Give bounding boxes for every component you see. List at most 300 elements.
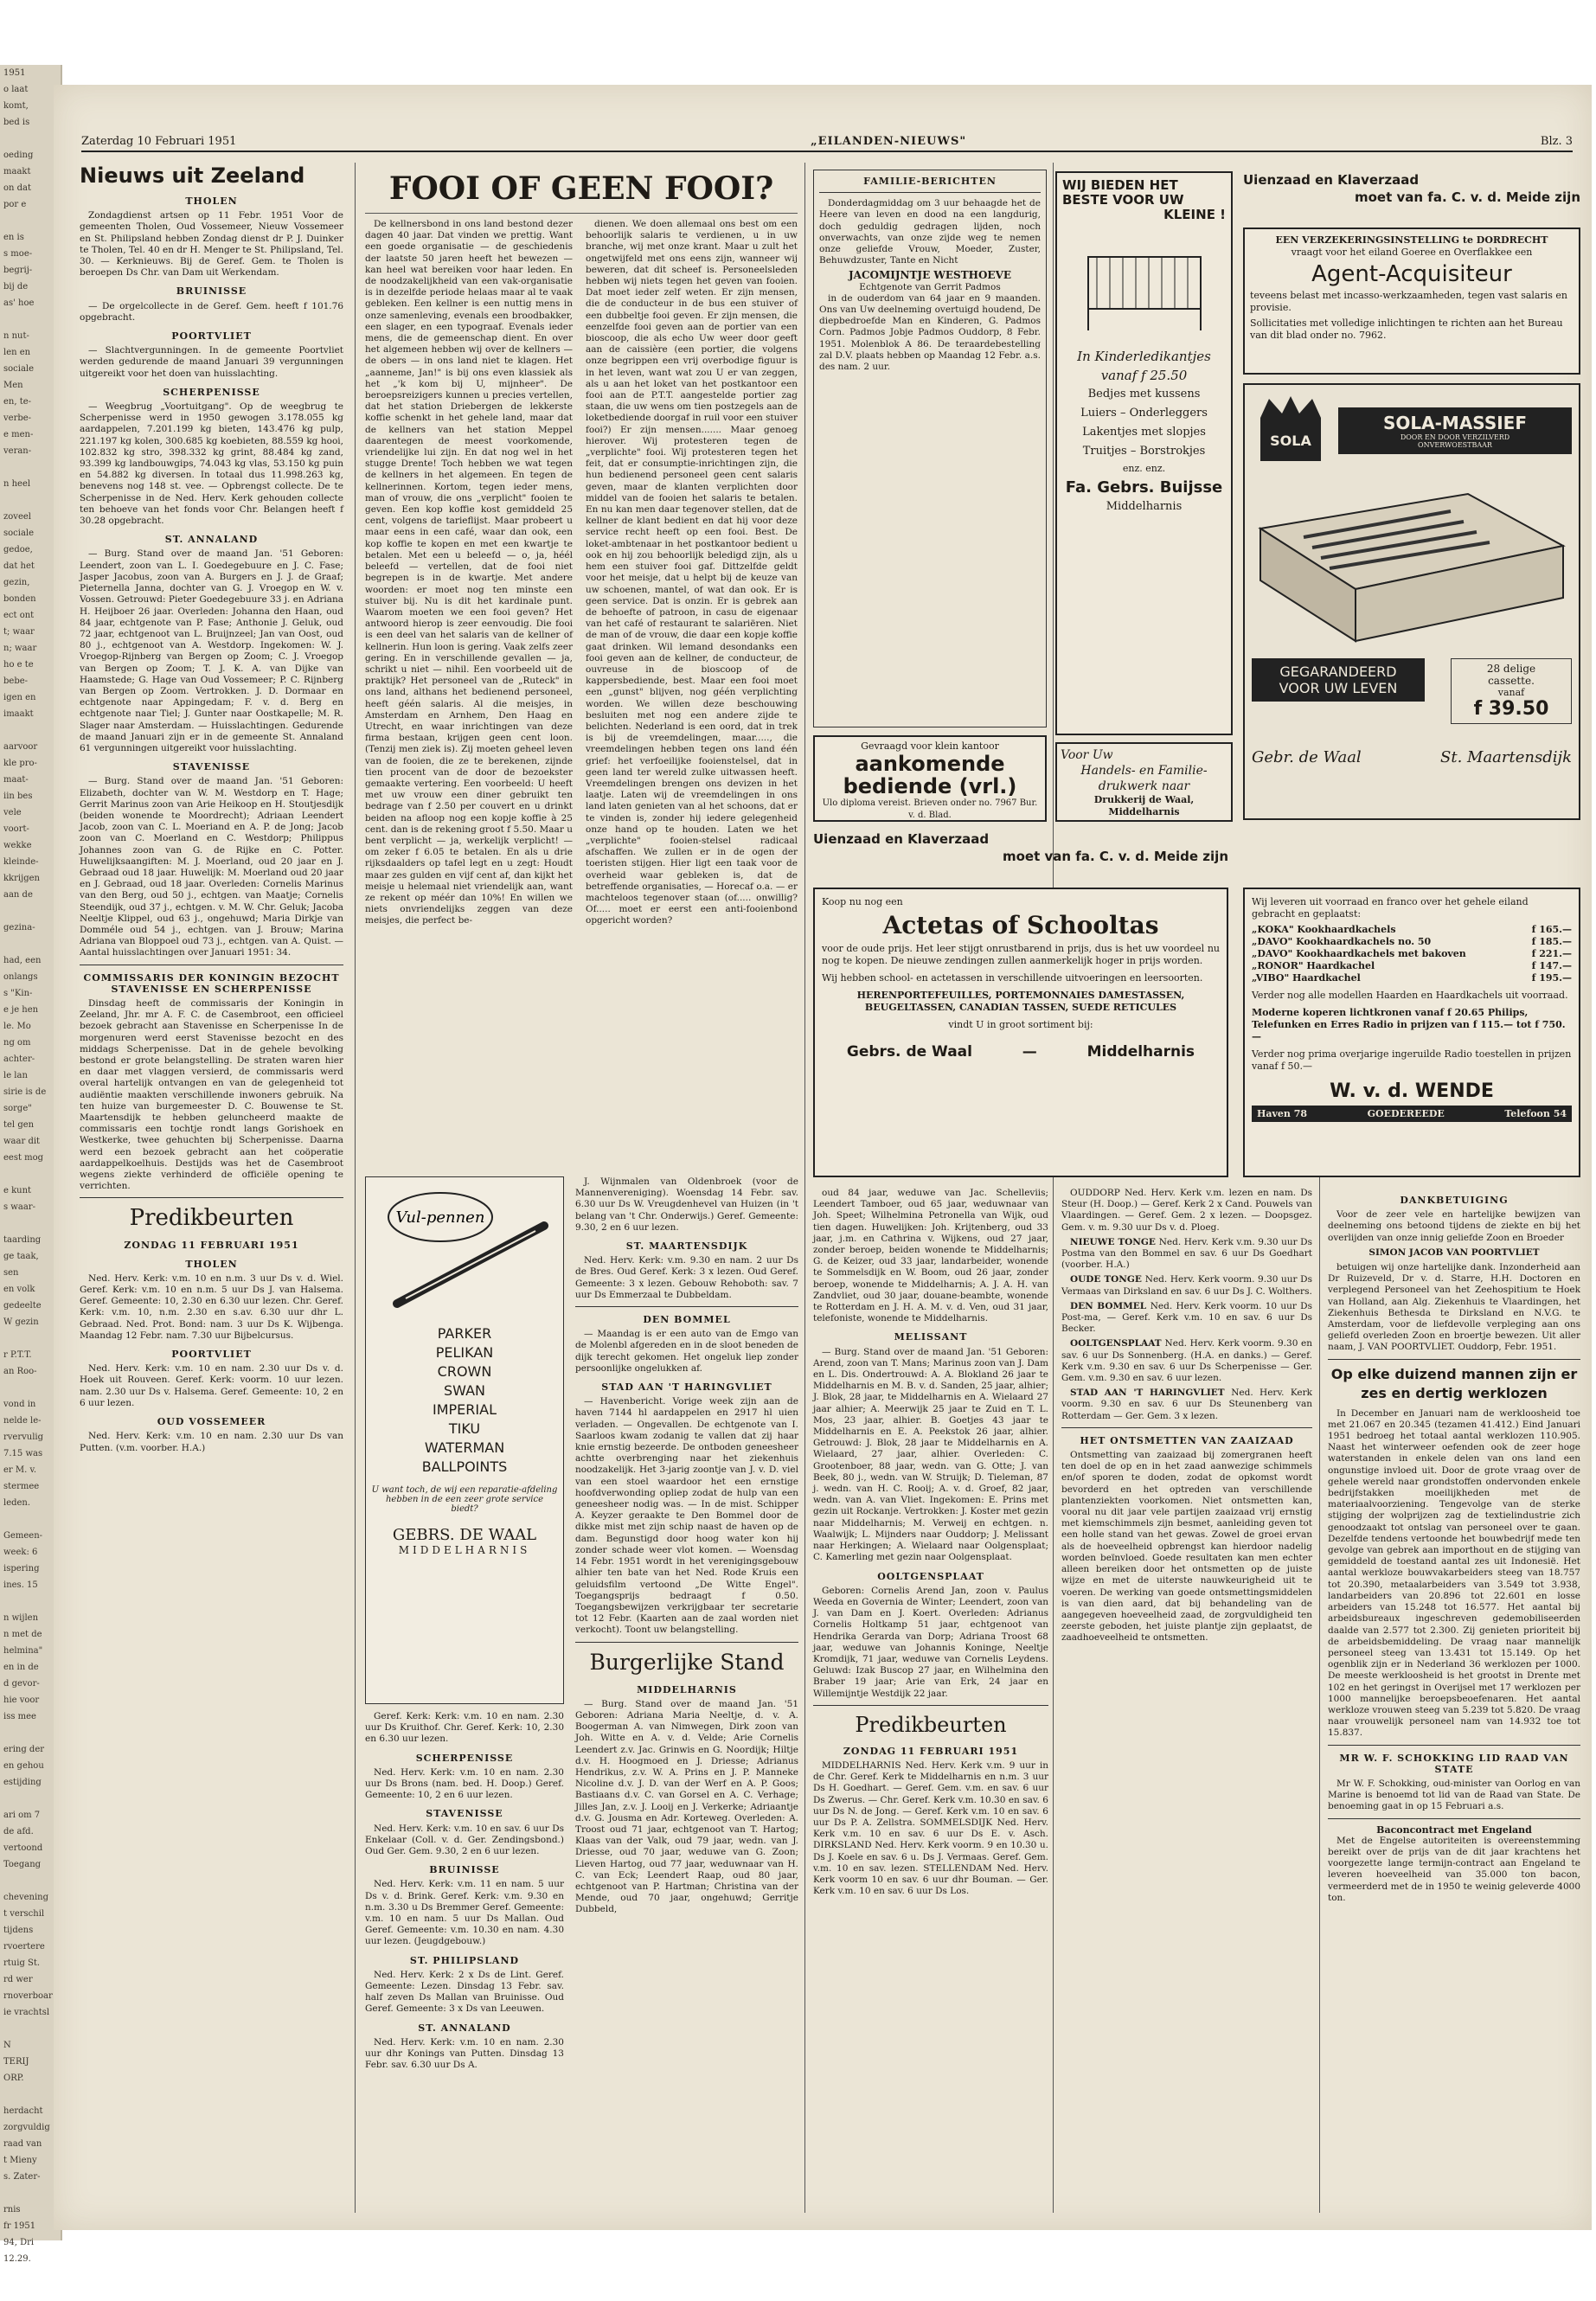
heading-zaaizaad: HET ONTSMETTEN VAN ZAAIZAAD bbox=[1080, 1434, 1294, 1446]
heading-stad-haringvliet: STAD AAN 'T HARINGVLIET bbox=[601, 1381, 772, 1394]
spine-line: onlangs bbox=[3, 972, 38, 982]
spine-text bbox=[0, 65, 61, 2267]
crib-illustration-icon bbox=[1062, 222, 1227, 343]
wende-item bbox=[1252, 972, 1572, 984]
spine-line: sen bbox=[3, 1268, 19, 1278]
spine-line: er M. v. bbox=[3, 1465, 37, 1475]
heading-bruinisse: BRUINISSE bbox=[176, 285, 247, 298]
wende-item-price: f 147.— bbox=[1531, 960, 1572, 971]
spine-line: zorgvuldig bbox=[3, 2123, 50, 2132]
spine-line: de afd. bbox=[3, 1827, 34, 1836]
wende-phone: Telefoon 54 bbox=[1504, 1108, 1567, 1119]
column-3-bottom bbox=[575, 1176, 798, 2214]
acq-l5: Sollicitaties met volledige inlichtingen te richten aan het Bureau van dit blad onder no. 7962. bbox=[1250, 317, 1563, 341]
wende-item bbox=[1252, 960, 1572, 972]
spine-line: gezina- bbox=[3, 923, 35, 933]
ad-wij-shop: Fa. Gebrs. Buijsse bbox=[1065, 478, 1223, 497]
pred-text: Ned. Herv. Kerk: v.m. 10 en nam. 2.30 uur Ds van Putten. (v.m. voorber. H.A.) bbox=[80, 1431, 343, 1453]
spine-line bbox=[0, 1593, 61, 1610]
spine-line bbox=[0, 1380, 61, 1396]
pen-brand: SWAN bbox=[443, 1382, 485, 1399]
church-text: Ned. Herv. Kerk voorm. 10 uur Ds Post-ma, — Geref. Kerk v.m. 10 en sav. 6 uur Ds Becker. bbox=[1061, 1300, 1312, 1335]
fooi-text-2: dienen. We doen allemaal ons best om een behoorlijk salaris te verdienen, u in uw branche, wij met onze krant. Maar u zult het ongetwijfeld met ons eens zijn, wanneer wij beweren, dat dit scheef is. Personeelsleden hebben wij niets tegen het geven van fooien. Dat moet ieder zelf weten. Er zijn mensen, die de conducteur in de bus een stuiver of een dubbeltje fooi geven. Er zijn mensen, die eenzelfde fooi geven aan de portier van een bioscoop, die als echo Uw weer door geeft aan de caissière (een portier, die volgens onze begrippen een vrij overbodige figuur is in het leven, want wat zou U er van zeggen, als u aan het loket van het postkantoor een fooi aan de P.T.T. aangestelde portier zag staan, die uw wens om tien postzegels aan de loketbediende doorgaf in ruil voor een stuiver fooi?) Er zijn mensen....... Maar genoeg hierover. Wij protesteren tegen de „verplichte" fooi. Wij protesteren tegen het feit, dat er consumptie-inrichtingen zijn, die hun bedienend personeel geen cent salaris geven, maar de klanten verplichten door middel van de fooien het salaris te betalen. En nu kan men daar tegenover stellen, dat de kellner de klant bedient en dat hij voor deze service recht heeft op een fooi. Best. De loket-ambtenaar in het postkantoor bedient u ook en hij zou behoorlijk beledigd zijn, als u hem een stuiver fooi gaf. Dittzelfde geldt voor het meisje, dat u helpt bij de keuze van uw schoenen, mantel, of wat dan ook. Er is geen service. Dat is onzin. Er is gebrek aan de behoefte of patroon, in casu de eigenaar van het café of restaurant te salariëren. Niet de man of de vrouw, die daar een kopje koffie gaat drinken. Wil lemand desondanks een fooi geven aan de kellner, de conducteur, de ouvreuse in de bioscoop of de kappersbediende, best. Maar een fooi moet een „gunst" blijven, nog géén verplichting worden. We willen deze beschouwing besluiten met nog een andere zijde te belichten. Nederland is een oord, dat in trek is bij de vreemdelingen, maar....., die vreemdelingen hebben tegen ons land één grief: het verfoeilijke fooienstelsel, dat in geen land ter wereld zulke uitwassen heeft. Vreemdelingen brengen ons devizen in het laatje. Laten wij de vreemdelingen in ons land laten genieten van al het schoons, dat er te vinden is, zonder hij iedere gelegenheid onze hand op te houden. Laten we het „verplichte" fooien-stelsel radicaal afschaffen. We zullen er in de ogen der toeristen stijgen. Hier ligt een taak voor de overheid waar gebleken is, dat de betreffende organisaties, — Horecaf o.a. — er machteloos tegenover staan (of..... onwillig? Of..... moet er eerst een anti-fooienbond opgericht worden? bbox=[586, 219, 798, 926]
article-poortvliet: — Slachtvergunningen. In de gemeente Poortvliet werden gedurende de maand Januari 39 vergunningen uitgereikt voor het doen van huisslachting. bbox=[80, 345, 343, 379]
svg-text:Vul-pennen: Vul-pennen bbox=[395, 1208, 485, 1227]
ad-drukwerk-l2: Handels- en Familie- bbox=[1080, 764, 1208, 778]
spine-line: N bbox=[3, 2041, 11, 2050]
fountain-pen-icon bbox=[371, 1183, 558, 1312]
ad-uienzaad-mid bbox=[813, 830, 1228, 882]
article-middelharnis-burg: — Burg. Stand over de maand Jan. '51 Geboren: Adriana Maria Neeltje, d. v. A. Boogerman A. van Nimwegen, Dirk zoon van Joh. Witte en A. v. d. Velde; Arie Cornelis Leendert z.v. Jac. Grinwis en G. Noordijk; Hiltje d.v. H. Hoogmoed en J. Driesse; Adrianus Hendrikus, z.v. W. A. Prins en J. P. Manneke Nicoline d.v. J. D. van der Werf en A. P. Goos; Bastiaans d.v. C. van Gorsel en A. C. Verhage; Jilles Jan, z.v. J. Looij en J. Verkerke; Adriaantje d.v. G. Jousma en Adr. Korteweg. Overleden: A. Troost oud 71 jaar, echtgenoot van T. Hartog; Klaas van der Valk, oud 79 jaar, wedn. van J. Driesse, oud 70 jaar, weduwe van G. Zoon; Lieven Hartog, oud 77 jaar, weduwnaar van H. C. van Eck; Leendert Raap, oud 80 jaar, echtgenoot van P. Hartman; Christina van der Mende, oud 70 jaar, ongehuwd; Gerritje Dubbeld, bbox=[575, 1698, 798, 1915]
spine-line bbox=[0, 903, 61, 920]
spine-line: ge taak, bbox=[3, 1252, 39, 1261]
spine-line: voort- bbox=[3, 824, 29, 834]
uienzaad2-l2: moet van fa. C. v. d. Meide zijn bbox=[1003, 849, 1228, 864]
headline-fooi: FOOI OF GEEN FOOI? bbox=[388, 170, 774, 207]
wende-item-price: f 195.— bbox=[1531, 972, 1572, 984]
spine-line: t verschil bbox=[3, 1909, 45, 1919]
wende-price-list bbox=[1252, 924, 1572, 984]
article-st-annaland: — Burg. Stand over de maand Jan. '51 Geboren: Leendert, zoon van L. I. Goedegebuure en J. C. Fase; Jasper Jacobus, zoon van A. Burgers en J. J. de Graaf; Pieternella Janna, dochter van G. J. Vroegop en W. v. Vossen. Getrouwd: Pieter Goedegebuure 33 j. en Adriana H. Heijboer 26 jaar. Overleden: Johanna den Haan, oud 84 jaar, echtgenote van P. Fase; Anthonie J. Geluk, oud 72 jaar, echtgenoot van L. Bruijnzeel; Jan van Oost, oud 80 j., echtgenoot van A. Westdorp. Ingekomen: W. J. Vroegop-Rijnberg van Bergen op Zoom; C. J. Vroegop van Bergen op Zoom; T. J. K. A. van Dijke van Haamstede; G. Hage van Oud Vossemeer; P. C. Rijnberg van Bergen op Zoom. Vertrokken. J. D. Dormaar en echtgenote naar Appingedam; F. v. d. Berg en echtgenote naar Tiel; J. Gunter naar Oostkapelle; M. R. Slager naar Amsterdam. — Huisslachtingen. Gedurende de maand Januari zijn er in de gemeente St. Annaland 61 vergunningen uitgereikt voor huisslachting. bbox=[80, 548, 343, 753]
column-6-bottom bbox=[1328, 1188, 1580, 2217]
dank-text-2: betuigen wij onze hartelijke dank. Inzonderheid aan Dr Ruizeveld, Dr v. d. Starre, H.H. Doctoren en verplegend Personeel van het Zeehospitium te Hoek van Holland, aan Alg. Ziekenhuis te Vlaardingen, het Ziekenhuis Bethesda te Dirksland en N.V.G. te Amsterdam, voor de liefdevolle verpleging aan ons geliefd overleden Zoon en broertje bewezen. Uit aller naam, J. VAN POORTVLIET. Ouddorp, Febr. 1951. bbox=[1328, 1262, 1580, 1353]
spine-line: oeding bbox=[3, 151, 34, 160]
ad-vulpennen bbox=[365, 1176, 564, 1704]
ad-drukwerk-l1: Voor Uw bbox=[1061, 748, 1113, 762]
spine-line: ari om 7 bbox=[3, 1811, 41, 1820]
spine-line: TERIJ bbox=[3, 2057, 29, 2067]
church-service bbox=[1061, 1388, 1312, 1422]
spine-line bbox=[0, 1166, 61, 1183]
spine-line: igen en bbox=[3, 693, 36, 702]
divider bbox=[819, 192, 1041, 193]
wende-item-price: f 185.— bbox=[1531, 936, 1572, 947]
spine-line bbox=[0, 1330, 61, 1347]
spine-line: achter- bbox=[3, 1054, 35, 1064]
sola-guarantee-2: VOOR UW LEVEN bbox=[1279, 680, 1398, 696]
heading-stavenisse: STAVENISSE bbox=[172, 761, 251, 773]
ad-wij-l10: enz. enz. bbox=[1122, 463, 1166, 474]
spine-line bbox=[0, 2086, 61, 2103]
spine-line: rvervulig bbox=[3, 1433, 44, 1442]
actetas-l4: Wij hebben school- en actetassen in verschillende uitvoeringen en leersoorten. bbox=[822, 972, 1203, 984]
spine-line: 94, Dri bbox=[3, 2238, 35, 2247]
heading-werklozen: Op elke duizend mannen zijn er zes en dertig werklozen bbox=[1330, 1365, 1578, 1401]
pred-bruinisse: Ned. Herv. Kerk: v.m. 11 en nam. 5 uur Ds v. d. Brink. Geref. Kerk: v.m. 9.30 en n.m. 3.30 u Ds Bremmer Geref. Gemeente: v.m. 10 en nam. 5 uur Ds Mallan. Oud Geref. Gemeente: v.m. 10.30 en nam. 4.30 uur lezen. (Jeugdgebouw.) bbox=[365, 1879, 564, 1947]
wende-item-name: „DAVO" Kookhaardkachels no. 50 bbox=[1252, 936, 1432, 947]
church-service bbox=[1061, 1237, 1312, 1272]
header-page-number: Blz. 3 bbox=[1540, 135, 1573, 148]
spine-line bbox=[0, 2185, 61, 2202]
familie-berichten bbox=[813, 170, 1047, 727]
actetas-title: Actetas of Schooltas bbox=[882, 911, 1159, 939]
article-tholen: Zondagdienst artsen op 11 Febr. 1951 Voor de gemeenten Tholen, Oud Vossemeer, Nieuw Vossemeer en St. Philipsland hebben Zondag dienst dr P. J. Duinker te Tholen, Tel. 40 en dr H. Menger te St. Philipsland, Tel. 30. — Kerknieuws. Bij de Geref. Gem. te Tholen is beroepen Ds Chr. van Dam uit Werkendam. bbox=[80, 210, 343, 279]
article-fooi-part2 bbox=[586, 219, 798, 1166]
wende-item bbox=[1252, 924, 1572, 936]
spine-line: ie vrachtsl bbox=[3, 2008, 50, 2017]
spine-line: iin bes bbox=[3, 792, 33, 801]
ad-uienzaad-top bbox=[1243, 171, 1580, 223]
wende-item-name: „KOKA" Kookhaardkachels bbox=[1252, 924, 1396, 935]
sola-shop: Gebr. de Waal bbox=[1252, 748, 1362, 766]
church-service bbox=[1061, 1301, 1312, 1336]
spine-line: estijding bbox=[3, 1778, 42, 1787]
heading-dankbetuiging: DANKBETUIGING bbox=[1400, 1195, 1509, 1206]
uienzaad-l2: moet van fa. C. v. d. Meide zijn bbox=[1355, 189, 1580, 205]
col5-ouddorp: OUDDORP Ned. Herv. Kerk v.m. lezen en nam. Ds Steur (H. Doop.) — Geref. Kerk 2 x Cand. Pouwels van Vlaardingen. — Geref. Gem. 2 x lezen. — Doopsgez. Gem. v. m. 9.30 uur Ds v. d. Ploeg. bbox=[1061, 1188, 1312, 1233]
familie-name: JACOMIJNTJE WESTHOEVE bbox=[848, 269, 1012, 282]
spine-line bbox=[0, 492, 61, 509]
spine-line: herdacht bbox=[3, 2106, 43, 2116]
familie-text-2: in de ouderdom van 64 jaar en 9 maanden. Ons van Uw deelneming overtuigd houdend, De diepbedroefde Man en Kinderen, G. Padmos Corn. Padmos Jobje Padmos Ouddorp, 8 Febr. 1951. Molenblok A 86. De teraardebestelling zal D.V. plaats hebben op Maandag 12 Febr. a.s. des nam. 2 uur. bbox=[819, 292, 1041, 373]
ad-gevraagd bbox=[813, 735, 1047, 822]
predikbeurten-date-2: ZONDAG 11 FEBRUARI 1951 bbox=[843, 1745, 1019, 1757]
spine-line: rnoverboar bbox=[3, 1991, 53, 2001]
spine-line: rnis bbox=[3, 2205, 21, 2214]
spine-line: sorge" bbox=[3, 1104, 32, 1113]
col4-text: oud 84 jaar, weduwe van Jac. Schelleviis; Leendert Tamboer, oud 65 jaar, weduwnaar van Joh. Speet; Wilhelmina Petronella van Wijk, oud tien dagen. Huwelijken: Joh. Krijtenberg, oud 33 jaar, j.m. en Cathrina v. Wijkens, oud 27 jaar, zonder beroep, beiden wonende te Middelharnis; G. de Keizer, oud 33 jaar, landarbeider, wonende te Sommelsdijk en W. Boom, oud 26 jaar, zonder beroep, wonende te Middelharnis; A. J. A. H. van Zandvliet, oud 30 jaar, douane-beambte, wonende te Rotterdam en J. H. A. M. v. d. Ven, oud 31 jaar, telefoniste, wonende te Middelharnis. bbox=[813, 1188, 1048, 1324]
spine-line: n wijlen bbox=[3, 1613, 39, 1623]
wende-item-price: f 165.— bbox=[1531, 924, 1572, 935]
pred-bruinisse-heading: BRUINISSE bbox=[429, 1864, 500, 1876]
actetas-shop: Gebrs. de Waal bbox=[846, 1043, 972, 1061]
actetas-l1: Koop nu nog een bbox=[822, 896, 903, 907]
spine-line bbox=[0, 459, 61, 476]
column-4-bottom bbox=[813, 1188, 1048, 2217]
wende-radio: Moderne koperen lichtkronen vanaf f 20.65 Philips, Telefunken en Erres Radio in prijzen van f 115.— tot f 750.— bbox=[1252, 1007, 1566, 1042]
spine-line: en volk bbox=[3, 1285, 35, 1294]
article-commissaris: Dinsdag heeft de commissaris der Koningin in Zeeland, Jhr. mr A. F. C. de Casembroot, een officieel bezoek gebracht aan Stavenisse en Scherpenisse In de morgenuren werd eerst Stavenisse bezocht en des middags Scherpenisse. Dat in de gehele bevolking bestond er grote belangstelling. De straten waren hier en daar met vlaggen versierd, de commissaris werd overal hartelijk ontvangen en van de gelegenheid tot audiëntie maakten verschillende inwoners gebruik. Na ten huize van burgemeester D. C. Bouwense te St. Maartensdijk te hebben geluncheerd maakte de commissaris een tochtje rondt langs Gorishoek en Westkerke, twee gehuchten bij Scherpenisse. Daarna werd een bezoek gebracht aan het coöperatie aardappelkoelhuis. Destijds was het de Casembroot wegens ziekte verhinderd de officiële opening te verrichten. bbox=[80, 998, 343, 1192]
spine-line: e kunt bbox=[3, 1186, 32, 1195]
pred-scherpenisse-heading: SCHERPENISSE bbox=[415, 1752, 514, 1764]
spine-line: eest mog bbox=[3, 1153, 44, 1163]
article-den-bommel: — Maandag is er een auto van de Emgo van de Molenbl afgereden en in de sloot beneden de dijk terecht gekomen. Het ongeluk liep zonder persoonlijke ongelukken af. bbox=[575, 1329, 798, 1374]
pred-st-maartensdijk: Ned. Herv. Kerk: v.m. 9.30 en nam. 2 uur Ds de Bres. Oud Geref. Kerk: 3 x lezen. Oud Geref. Gemeente: 3 x lezen. Gebouw Rehoboth: sav. 7 uur Ds Emmerzaal te Dubbeldam. bbox=[575, 1255, 798, 1300]
church-place: DEN BOMMEL bbox=[1070, 1300, 1151, 1311]
spine-line: wekke bbox=[3, 841, 32, 850]
spine-line bbox=[0, 1873, 61, 1889]
church-text: Ned. Herv. Kerk voorm. 9.30 en sav. 6 uur Ds Steunenberg van Rotterdam — Ger. Gem. 3 x lezen. bbox=[1061, 1388, 1312, 1421]
spine-line: kleinde- bbox=[3, 857, 39, 867]
predikbeurten-flakkee: MIDDELHARNIS Ned. Herv. Kerk v.m. 9 uur in de Chr. Geref. Kerk te Middelharnis en n.m. 3 uur Ds H. Goedhart. — Geref. Gem. v.m. en sav. 6 uur Ds Zwerus. — Chr. Geref. Kerk v.m. 10.30 en sav. 6 uur Ds N. de Jong. — Geref. Kerk v.m. 10 en sav. 6 uur Ds P. A. Zellstra. SOMMELSDIJK Ned. Herv. Kerk v.m. 10 en sav. 6 uur Ds E. v. Asch. DIRKSLAND Ned. Herv. Kerk voorm. 9 en 10.30 u. Ds J. Koele en sav. 6 u. Ds J. Vermaas. Geref. Gem. v.m. 10 en sav. lezen. STELLENDAM Ned. Herv. Kerk voorm 10 en sav. 6 uur dhr Bouman. — Ger. Kerk v.m. 10 en sav. 6 uur Ds Los. bbox=[813, 1759, 1048, 1897]
divider bbox=[1061, 1427, 1312, 1428]
sola-sub: DOOR EN DOOR VERZILVERD bbox=[1400, 433, 1510, 441]
heading-st-annaland: ST. ANNALAND bbox=[164, 534, 259, 546]
pen-shop: GEBRS. DE WAAL bbox=[392, 1526, 537, 1544]
dank-text: Voor de zeer vele en hartelijke bewijzen van deelneming ons betoond tijdens de ziekte en bij het overlijden van onze innig geliefde Zoon en Broeder bbox=[1328, 1209, 1580, 1243]
predikbeurten-list bbox=[80, 1259, 343, 1454]
sola-sub2: ONVERWOESTBAAR bbox=[1418, 441, 1492, 449]
spine-line: as' hoe bbox=[3, 298, 35, 308]
spine-line: en, te- bbox=[3, 397, 32, 407]
pen-brand: WATERMAN bbox=[424, 1439, 505, 1456]
pen-brand: PELIKAN bbox=[435, 1344, 494, 1361]
column-rule bbox=[355, 163, 356, 2213]
spine-line: sociale bbox=[3, 364, 35, 374]
heading-bacon: Baconcontract met Engeland bbox=[1376, 1823, 1532, 1836]
sola-town: St. Maartensdijk bbox=[1440, 748, 1572, 766]
article-stavenisse: — Burg. Stand over de maand Jan. '51 Geboren: Elizabeth, dochter van W. M. Westdorp en T. Hage; Gerrit Marinus zoon van Arie Heikoop en H. Stoutjesdijk (beiden wonende te Moordrecht); Adriaan Leendert Jacob, zoon van C. L. Moeriand en A. P. de Jong; Jacob zoon van C. Moerland en C. Westdorp; Philippus Johannes zoon van G. de Rijke en C. Potter. Huwelijksaangiften: M. J. Moerland, oud 20 jaar en J. Gebraad oud 18 jaar. Huwelijk: M. Moerland oud 20 jaar en J. Gebraad, oud 18 jaar. Overleden: Cornelis Marinus van den Berg, oud 50 j., echtgen. van Maatje; Cornelis Steendijk, oud 37 j., echtgen. v. M. W. Chr. Geluk; Jacoba Neeltje Klippel, oud 63 j., ongehuwd; Maria Dirkje van Domméle oud 54 j., echtgen. van J. Brouw; Marina Adriana van Bloppoel oud 73 j., echtgen. van A. Quist. — Aantal huisslachtingen over Januari 1951: 34. bbox=[80, 776, 343, 958]
spine-line: o laat bbox=[3, 85, 29, 94]
sola-vanaf: vanaf bbox=[1497, 687, 1525, 698]
column-nieuws-uit-zeeland bbox=[80, 163, 343, 2217]
pred-philipsland-heading: ST. PHILIPSLAND bbox=[409, 1954, 520, 1966]
uienzaad2-l1: Uienzaad en Klaverzaad bbox=[813, 831, 990, 847]
ad-drukwerk-l3: drukwerk naar bbox=[1098, 779, 1190, 793]
pred-annaland-heading: ST. ANNALAND bbox=[418, 2022, 511, 2034]
actetas-town: Middelharnis bbox=[1086, 1043, 1195, 1061]
article-raad-van-state: Mr W. F. Schokking, oud-minister van Oorlog en van Marine is benoemd tot lid van de Raad van State. De benoeming gaat in op 15 Februari a.s. bbox=[1328, 1778, 1580, 1812]
church-text: Ned. Herv. Kerk voorm. 9.30 uur Ds Vermaas van Dirksland en sav. 6 uur Ds J. C. Wolthers. bbox=[1061, 1274, 1312, 1297]
spine-line: aarvoor bbox=[3, 742, 38, 752]
pen-brand: IMPERIAL bbox=[433, 1401, 497, 1418]
spine-line: bij de bbox=[3, 282, 29, 292]
heading-scherpenisse: SCHERPENISSE bbox=[163, 386, 260, 398]
spine-line: leden. bbox=[3, 1498, 31, 1508]
acq-l4: teveens belast met incasso-werkzaamheden, tegen vast salaris en provisie. bbox=[1250, 290, 1567, 313]
article-melissant: — Burg. Stand over de maand Jan. '51 Geboren: Arend, zoon van T. Mans; Marinus zoon van J. Dam en L. Dis. Ondertrouwd: A. A. Blokland 26 jaar te Middelharnis en M. B. v. d. Sanden, 25 jaar, alhier; J. Blok, 28 jaar, te Middelharnis en A. Wielaard 27 jaar alhier; A. Meerwijk 25 jaar te Zuid en T. L. Mos, 23 jaar, alhier. B. Goetjes 43 jaar te Middelharnis en E. A. Peekstok 26 jaar, alhier. Getrouwd: J. Blok, 28 jaar te Middelharnis en A. Wielaard, 27 jaar, alhier. Overleden: C. Grootenboer, 88 jaar, wedn. van G. Otte; J. van Beek, 80 j., wedn. van W. Struijk; D. Tieleman, 87 j. wedn. van H. C. Rooij; A. v. d. Groef, 82 jaar, wedn. van A. van Vliet. Ingekomen: E. Prins met gezin uit Rockanje. Vertrokken: J. Koster met gezin naar Middelharnis; M. Verweij en echtgen. n. Waalwijk; L. Mijnders naar Ouddorp; J. Melissant naar Herkingen; A. Wielaard naar Oolgensplaat; C. Kamerling met gezin naar Oolgensplaat. bbox=[813, 1346, 1048, 1563]
spine-line: tijdens bbox=[3, 1926, 34, 1935]
spine-line: n; waar bbox=[3, 644, 37, 653]
spine-line: Men bbox=[3, 381, 23, 390]
spine-line: gezin, bbox=[3, 578, 30, 587]
spine-line: hie voor bbox=[3, 1695, 40, 1705]
divider bbox=[1328, 1745, 1580, 1746]
spine-line: had, een bbox=[3, 956, 42, 965]
divider bbox=[1328, 1818, 1580, 1819]
heading-den-bommel: DEN BOMMEL bbox=[643, 1314, 731, 1326]
spine-line: e je hen bbox=[3, 1005, 39, 1015]
church-place: OOLTGENSPLAAT bbox=[1070, 1338, 1165, 1349]
spine-line bbox=[0, 1511, 61, 1528]
heading-ooltgensplaat: OOLTGENSPLAAT bbox=[877, 1570, 984, 1582]
page-header bbox=[81, 130, 1573, 152]
spine-line bbox=[0, 131, 61, 147]
header-masthead: „EILANDEN-NIEUWS" bbox=[811, 135, 967, 148]
ad-wij-town: Middelharnis bbox=[1106, 500, 1183, 513]
sola-guarantee-1: GEGARANDEERD bbox=[1279, 663, 1397, 680]
pen-brand: PARKER bbox=[437, 1325, 492, 1342]
spine-line: Gemeen- bbox=[3, 1531, 43, 1541]
spine-line: n heel bbox=[3, 479, 31, 489]
spine-line: an Roo- bbox=[3, 1367, 37, 1376]
article-bacon: Met de Engelse autoriteiten is overeenstemming bereikt over de prijs van de dit jaar krachtens het voorgezette lange termijn-contract aan Engeland te leveren hoeveelheid van 35.000 ton bacon, vermeerderd met de in 1950 te weinig geleverde 4000 ton. bbox=[1328, 1835, 1580, 1903]
spine-line bbox=[0, 936, 61, 952]
heading-melissant: MELISSANT bbox=[894, 1331, 968, 1343]
spine-line: begrij- bbox=[3, 266, 33, 275]
spine-line: e men- bbox=[3, 430, 34, 439]
spine-line bbox=[0, 722, 61, 739]
spine-line: ng om bbox=[3, 1038, 31, 1048]
spine-line bbox=[0, 1725, 61, 1741]
ad-wij-l8: Lakentjes met slopjes bbox=[1082, 426, 1206, 439]
spine-line: waar dit bbox=[3, 1137, 41, 1146]
ad-wij-l4: In Kinderledikantjes bbox=[1077, 349, 1211, 364]
spine-line: kkrijgen bbox=[3, 874, 40, 883]
spine-line: en in de bbox=[3, 1663, 39, 1672]
spine-line: komt, bbox=[3, 101, 29, 111]
ad-drukwerk bbox=[1055, 742, 1233, 822]
spine-line: en gehou bbox=[3, 1761, 44, 1771]
ad-wij-l3: KLEINE ! bbox=[1163, 207, 1226, 222]
spine-line: len en bbox=[3, 348, 31, 357]
spine-line: rvoertere bbox=[3, 1942, 45, 1952]
spine-line: veran- bbox=[3, 446, 32, 456]
spine-line: raad van bbox=[3, 2139, 42, 2149]
divider bbox=[575, 1306, 798, 1307]
spine-line: ines. 15 bbox=[3, 1580, 38, 1590]
heading-st-maartensdijk: ST. MAARTENSDIJK bbox=[625, 1240, 748, 1253]
spine-line: le lan bbox=[3, 1071, 28, 1080]
spine-line: verbe- bbox=[3, 413, 32, 423]
spine-line: s. Zater- bbox=[3, 2172, 41, 2182]
pen-note: U want toch, de wij een reparatie-afdeling hebben in de een zeer grote service biedt? bbox=[371, 1485, 558, 1514]
spine-line: t Mieny bbox=[3, 2156, 37, 2165]
spine-line: on dat bbox=[3, 183, 32, 193]
wende-radio-2: Verder nog prima overjarige ingeruilde Radio toestellen in prijzen vanaf f 50.— bbox=[1252, 1048, 1572, 1072]
spine-line: imaakt bbox=[3, 709, 34, 719]
ad-wij-l5: vanaf f 25.50 bbox=[1100, 368, 1188, 383]
spine-line: por e bbox=[3, 200, 27, 209]
ad-acquisiteur bbox=[1243, 228, 1580, 375]
ad-wij-l1: WIJ BIEDEN HET bbox=[1062, 177, 1178, 193]
spine-line bbox=[0, 311, 61, 328]
ad-wij-l6: Bedjes met kussens bbox=[1087, 388, 1201, 401]
spine-line: ORP. bbox=[3, 2073, 24, 2083]
church-service bbox=[1061, 1274, 1312, 1297]
pred-place: POORTVLIET bbox=[171, 1349, 252, 1361]
spine-line: vele bbox=[3, 808, 22, 817]
section-title: Nieuws uit Zeeland bbox=[80, 163, 305, 188]
actetas-l6: vindt U in groot sortiment bij: bbox=[948, 1019, 1093, 1030]
ad-wij-l7: Luiers – Onderleggers bbox=[1080, 407, 1208, 420]
header-date: Zaterdag 10 Februari 1951 bbox=[81, 135, 237, 148]
ad-wende bbox=[1243, 888, 1580, 1177]
spine-line: sirie is de bbox=[3, 1087, 47, 1097]
article-stad-haringvliet: — Havenbericht. Vorige week zijn aan de haven 7144 hl aardappelen en 2917 hl uien verladen. — Ongevallen. De echtgenote van I. Saarloos kwam zodanig te vallen dat zij haar knie ernstig bezeerde. De ontboden geneesheer achtte overbrenging naar het ziekenhuis noodzakelijk. Het 3-jarig zoontje van J. v. D. viel van een stoel waardoor het een ernstige hoofdverwonding opliep zodat de hulp van een geneesheer nodig was. — In de mist. Schipper A. Keyzer geraakte te Den Bommel door de dikke mist met zijn schip naast de haven op de dam. Begunstigd door hoog water kon hij zonder schade weer vlot komen. — Woensdag 14 Febr. 1951 wordt in het verenigingsgebouw alhier ten bate van het Ned. Rode Kruis een geluidsfilm vertoond „De Witte Engel". Toegangsprijs bedraagt f 0.50. Toegangsbewijzen verkrijgbaar ter secretarie tot 12 Febr. (Kaarten aan de zaal worden niet verkocht). Toont uw belangstelling. bbox=[575, 1396, 798, 1636]
spine-line: s "Kin- bbox=[3, 989, 33, 998]
column-5-bottom bbox=[1061, 1188, 1312, 2217]
divider bbox=[80, 1197, 343, 1198]
spine-line: le. Mo bbox=[3, 1022, 31, 1031]
wende-item-name: „VIBO" Haardkachel bbox=[1252, 972, 1361, 984]
ad-gevraagd-title-2: bediende (vrl.) bbox=[843, 774, 1017, 798]
familie-title: FAMILIE-BERICHTEN bbox=[863, 176, 997, 187]
spine-line: taarding bbox=[3, 1235, 42, 1245]
ad-gevraagd-info: Ulo diploma vereist. Brieven onder no. 7967 Bur. v. d. Blad. bbox=[822, 798, 1038, 820]
heading-middelharnis: MIDDELHARNIS bbox=[637, 1683, 737, 1695]
spine-line: bebe- bbox=[3, 676, 29, 686]
spine-line: maat- bbox=[3, 775, 29, 785]
actetas-l3: voor de oude prijs. Het leer stijgt onrustbarend in prijs, dus is het uw voordeel nu nog te kopen. De nieuwe zendingen zullen aanmerkelijk hoger in prijs worden. bbox=[822, 943, 1220, 966]
headline-rule bbox=[365, 213, 798, 214]
ad-drukwerk-l4: Drukkerij de Waal, Middelharnis bbox=[1093, 794, 1195, 817]
col3-top: J. Wijnmalen van Oldenbroek (voor de Mannenvereniging). Woensdag 14 Febr. sav. 6.30 uur Ds W. Vreugdenhevel van Huizen (in 't belang van 't Chr. Onderwijs.) Geref. Gemeente: 9.30, 2 en 6 uur lezen. bbox=[575, 1176, 798, 1233]
spine-line: aan de bbox=[3, 890, 33, 900]
spine-line: week: 6 bbox=[3, 1548, 38, 1557]
divider bbox=[1328, 1359, 1580, 1360]
pred-stavenisse: Ned. Herv. Kerk: v.m. 10 en sav. 6 uur Ds Enkelaar (Coll. v. d. Ger. Zendingsbond.) Oud Ger. Gem. 9.30, 2 en 6 uur lezen. bbox=[365, 1823, 564, 1857]
wende-item bbox=[1252, 936, 1572, 948]
fooi-text-1: De kellnersbond in ons land bestond dezer dagen 40 jaar. Dat vinden we prettig. Want een goede organisatie — de geschiedenis der laatste 50 jaren heeft het bewezen — kan heel wat bereiken voor haar leden. En de noodzakelijkheid van een vak-organisatie is in dezelfde periode helaas maar al te vaak gebleken. Een kellner is een nuttig mens in onze samenleving, evenals een broodbakker, een slager, en een typograaf. Evenals ieder mens, die de gemeenschap dient. En over het algemeen hebben wij over de kellners — de obers — in ons land niet te klagen. Het „aanneme, Jan!" is bij ons even klassiek als het „'k kom bij U, mijnheer". De beroepsreizigers kunnen u precies vertellen, dat het station Driebergen de lekkerste koffie schenkt in het gehele land, maar dat de kellners van het station Meppel daarentegen de meest voorkomende, vriendelijke lui zijn. En dat nog wel in het stugge Drente! Toch hebben we wat tegen de kellners in het algemeen. En tegen de kellnerinnen. Kortom, tegen ieder mens, man of vrouw, die ons „verplicht" fooien te geven. Een kop koffie kost gemiddeld 25 cent, volgens de tarieflijst. Maar probeert u maar eens in een café, waar dan ook, een kop koffie te kopen en met een kwartje te betalen. Met een u beleefd — o, ja, héél beleefd — vertellen, dat de fooi niet begrepen is in de kwartje. Met andere woorden: er moet nog ten minste een stuiver bij. Nu is dit het kardinale punt. Waarom moeten we een fooi geven? Het antwoord hierop is zeer eenvoudig. Die fooi is een deel van het salaris van de kellner of kellnerin. Hun loon is gering. Vaak zelfs zeer gering. En in verschillende gevallen — ja, schrikt u niet — nihil. Een voorbeeld uit de praktijk? Het personeel van de „Ruteck" in ons land, althans het bedienend personeel, heeft géén salaris. Al die meisjes, in Amsterdam en Arnhem, Den Haag en Utrecht, en waar inrichtingen van deze firma bestaan, krijgen geen cent loon. (Tenzij men ziek is). Zij moeten geheel leven van de fooien, die ze te berekenen, zijnde tien procent van de door de bezoekster gemaakte vertering. Een voorbeeld: U heeft met uw vrouw een diner gebruikt ten bedrage van f 2.50 per couvert en u drinkt beiden na afloop nog een kopje koffie à 25 cent. dan is de rekening groot f 5.50. Maar u bent verplicht — ja, werkelijk verplicht! — om zeker f 6.05 te betalen. En als u drie rijksdaalders op tafel legt en u zegt: Houdt maar zes gulden en vijf cent af, dan kijkt het meisje u helemaal niet vriendelijk aan, want ze rekent op méér dan 10%! En willen we niets onvriendelijks zeggen van deze meisjes, die perfect be- bbox=[365, 219, 573, 926]
pred-text: Ned. Herv. Kerk: v.m. 10 en n.m. 3 uur Ds v. d. Wiel. Geref. Kerk: v.m. 10 en n.m. 5 uur Ds J. van Halsema. Geref. Gemeente: 10, 2.30 en 6.30 uur lezen. Chr. Geref. Kerk: v.m. 10, n.m. 2.30 en s.av. 6.30 uur dhr L. Gebraad. Ned. Prot. Bond: nam. 3 uur Ds K. Wijbenga. Maandag 12 Febr. nam. 7.30 uur Bijbelcursus. bbox=[80, 1272, 343, 1341]
familie-spouse: Echtgenote van Gerrit Padmos bbox=[859, 281, 1001, 292]
wende-intro: Wij leveren uit voorraad en franco over het gehele eiland gebracht en geplaatst: bbox=[1252, 896, 1529, 920]
ad-gevraagd-title: aankomende bbox=[855, 752, 1005, 776]
wende-address: Haven 78 bbox=[1257, 1108, 1308, 1119]
article-bruinisse: — De orgelcollecte in de Geref. Gem. heeft f 101.76 opgebracht. bbox=[80, 300, 343, 323]
spine-line: 1951 bbox=[3, 68, 26, 78]
burgerlijke-stand-title: Burgerlijke Stand bbox=[589, 1649, 785, 1675]
ad-wij-l9: Truitjes – Borstrokjes bbox=[1082, 445, 1206, 458]
acq-title: Agent-Acquisiteur bbox=[1311, 261, 1512, 287]
spine-line: Toegang bbox=[3, 1860, 42, 1869]
article-scherpenisse: — Weegbrug „Voortuitgang". Op de weegbrug te Scherpenisse werd in 1950 gewogen 3.178.055 kg aardappelen, 7.201.199 kg bieten, 143.476 kg pulp, 221.197 kg kolen, 300.685 kg koebieten, 88.559 kg hooi, 102.832 kg stro, 398.332 kg grint, 88.484 kg zand, 93.399 kg landbouwgips, 74.043 kg vlas, 53.150 kg puin en 54.882 kg diversen. In totaal dus 11.998.263 kg, benevens nog 148 st. vee. — Opbrengst collecte. De te Scherpenisse in de Ned. Herv. Kerk gehouden collecte ten behoeve van het fonds voor Chr. Belangen heeft f 30.28 opgebracht. bbox=[80, 401, 343, 527]
spine-line: n nut- bbox=[3, 331, 29, 341]
predikbeurten-date: ZONDAG 11 FEBRUARI 1951 bbox=[124, 1240, 299, 1252]
church-text: Ned. Herv. Kerk v.m. 9.30 uur Ds Postma van den Bommel en sav. 6 uur Ds Goedhart (voorber. H.A.) bbox=[1061, 1236, 1312, 1271]
spine-line: vertoond bbox=[3, 1843, 43, 1853]
pred-cont-1: Geref. Kerk: Kerk: v.m. 10 en nam. 2.30 uur Ds Kruithof. Chr. Geref. Kerk: 10, 2.30 en 6.30 uur lezen. bbox=[365, 1711, 564, 1745]
column-rule bbox=[804, 163, 805, 2213]
pred-place: OUD VOSSEMEER bbox=[157, 1416, 266, 1428]
spine-line: zoveel bbox=[3, 512, 31, 522]
spine-line: en is bbox=[3, 233, 24, 242]
spine-line: n met de bbox=[3, 1630, 42, 1639]
pen-brand: BALLPOINTS bbox=[421, 1458, 508, 1475]
pen-brand: CROWN bbox=[437, 1363, 492, 1380]
spine-line: kle pro- bbox=[3, 759, 37, 768]
spine-line: stermee bbox=[3, 1482, 40, 1491]
heading-commissaris: COMMISSARIS DER KONINGIN BEZOCHT STAVENISSE EN SCHERPENISSE bbox=[83, 971, 340, 995]
spine-line: t; waar bbox=[3, 627, 35, 637]
uienzaad-l1: Uienzaad en Klaverzaad bbox=[1243, 172, 1420, 188]
predikbeurten-continued bbox=[365, 1711, 564, 2217]
pred-text: Ned. Herv. Kerk: v.m. 10 en nam. 2.30 uur Ds v. d. Hoek uit Rouveen. Geref. Kerk: voorm. 10 uur lezen. nam. 2.30 uur Ds v. Halsema. Geref. Gemeente: 10, 2 en 6 uur lezen. bbox=[80, 1363, 343, 1408]
newspaper-page bbox=[54, 85, 1592, 2230]
spine-line: ect ont bbox=[3, 611, 35, 620]
familie-text: Donderdagmiddag om 3 uur behaagde het de Heere van leven en dood na een langdurig, doch geduldig gedragen lijden, noch onverwachts, van onze zijde weg te nemen onze geliefde Vrouw, Moeder, Zuster, Behuwdzuster, Tante en Nicht bbox=[819, 198, 1041, 266]
spine-line: bonden bbox=[3, 594, 36, 604]
predikbeurten-title: Predikbeurten bbox=[129, 1205, 294, 1232]
sola-cassette-1: 28 delige bbox=[1486, 663, 1536, 675]
pred-place: THOLEN bbox=[185, 1258, 238, 1270]
spine-line: s waar- bbox=[3, 1202, 35, 1212]
spine-line: dat het bbox=[3, 561, 35, 571]
spine-line: gedoe, bbox=[3, 545, 33, 554]
spine-line: 12.29. bbox=[3, 2254, 31, 2264]
spine-line: 7.15 was bbox=[3, 1449, 43, 1458]
spine-line: s moe- bbox=[3, 249, 33, 259]
heading-tholen: THOLEN bbox=[185, 195, 238, 207]
spine-line: helmina" bbox=[3, 1646, 43, 1656]
spine-line: ho e te bbox=[3, 660, 34, 670]
predikbeurten-title-2: Predikbeurten bbox=[855, 1712, 1007, 1737]
sola-price: f 39.50 bbox=[1473, 698, 1549, 720]
wende-item-name: „RONOR" Haardkachel bbox=[1252, 960, 1375, 971]
pred-stavenisse-heading: STAVENISSE bbox=[426, 1808, 503, 1820]
column-rule bbox=[1053, 163, 1054, 2213]
column-rule bbox=[1319, 1058, 1320, 2213]
wende-item-name: „DAVO" Kookhaardkachels met bakoven bbox=[1252, 948, 1466, 959]
article-zaaizaad: Ontsmetting van zaaizaad bij zomergranen heeft ten doel de op en in het zaad aanwezige schimmels en/of sporen te doden, zodat de opkomst wordt bevorderd en het optreden van verschillende plantenziekten voorkomen. Niet ontsmetten kan, vooral nu dit jaar vele partijen zaaizaad vrij ernstig met kiemschimmels zijn besmet, aanleiding geven tot een holle stand van het gewas. Zowel de groei ervan als de hoeveelheid opbrengst kan hierdoor nadelig worden beïnvloed. Goede resultaten kan men echter alleen bereiken door het ontsmetten op de juiste wijze en met de uiterste nauwkeurigheid uit te voeren. De werking van goede ontsmettingsmiddelen is van dien aard, dat bij behandeling van de aangegeven hoeveelheid zaad, de zorgvuldigheid ten zeerste geboden, het juiste plantje zijn geplaatst, de zaadhoeveelheid te ontsmetten. bbox=[1061, 1450, 1312, 1644]
church-text: Ned. Herv. Kerk voorm. 9.30 en sav. 6 uur Ds Sonnenberg. (H.A. en danks.) — Geref. Kerk v.m. 9.30 en sav. 6 uur Ds Scherpenisse — Ger. Gem. v.m. 9.30 en sav. 6 uur lezen. bbox=[1061, 1338, 1312, 1384]
pred-scherpenisse: Ned. Herv. Kerk: v.m. 10 en nam. 2.30 uur Ds Brons (nam. bed. H. Doop.) Geref. Gemeente: 10, 2 en 6 uur lezen. bbox=[365, 1766, 564, 1801]
spine-line: gedeelte bbox=[3, 1301, 42, 1311]
col5-church-list bbox=[1061, 1237, 1312, 1422]
sola-crown-icon bbox=[1252, 392, 1330, 470]
spine-line: d gevor- bbox=[3, 1679, 40, 1689]
